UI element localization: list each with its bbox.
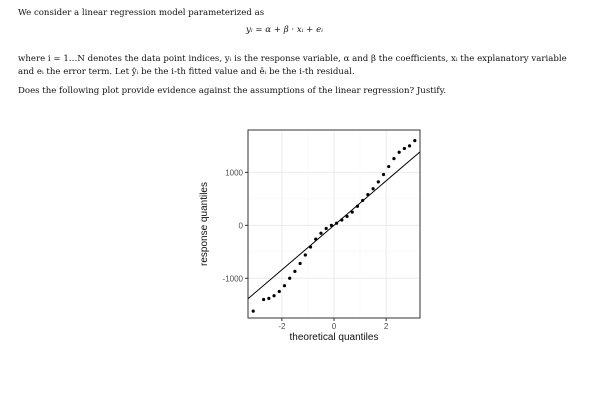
y-tick-label: 0	[238, 221, 243, 231]
data-point	[293, 270, 296, 273]
data-point	[361, 199, 364, 202]
qq-plot-svg	[190, 118, 430, 358]
x-tick-label: 2	[383, 322, 389, 331]
data-point	[319, 232, 322, 235]
data-point	[392, 157, 395, 160]
data-point	[356, 205, 359, 208]
data-point	[351, 210, 354, 213]
data-point	[345, 215, 348, 218]
y-axis-label: response quantiles	[199, 182, 210, 266]
qq-plot	[190, 118, 430, 358]
data-point	[299, 262, 302, 265]
data-point	[309, 245, 312, 248]
plot-background	[190, 118, 430, 358]
question-text: Does the following plot provide evidence against the assumptions of the linear regression? Justify.	[18, 86, 447, 96]
data-point	[340, 218, 343, 221]
data-point	[283, 284, 286, 287]
x-tick-label: 0	[331, 322, 337, 331]
intro-text: We consider a linear regression model parameterized as	[18, 8, 265, 18]
data-point	[366, 193, 369, 196]
data-point	[278, 290, 281, 293]
data-point	[398, 151, 401, 154]
x-tick-label: -2	[278, 322, 286, 331]
data-point	[382, 173, 385, 176]
data-point	[371, 187, 374, 190]
model-equation: yᵢ = α + β · xᵢ + eᵢ	[246, 25, 323, 35]
data-point	[272, 294, 275, 297]
y-tick-label: -1000	[222, 274, 243, 284]
data-point	[377, 180, 380, 183]
data-point	[387, 165, 390, 168]
data-point	[252, 310, 255, 313]
data-point	[325, 227, 328, 230]
data-point	[413, 139, 416, 142]
y-tick-label: 1000	[225, 168, 243, 178]
x-axis-label: theoretical quantiles	[289, 332, 379, 343]
data-point	[267, 297, 270, 300]
data-point	[314, 237, 317, 240]
data-point	[304, 253, 307, 256]
data-point	[403, 147, 406, 150]
data-point	[288, 277, 291, 280]
data-point	[330, 224, 333, 227]
data-point	[262, 298, 265, 301]
definitions-line-2: and eᵢ the error term. Let ŷᵢ be the i-th fitted value and êᵢ be the i-th residual.	[18, 67, 355, 77]
data-point	[408, 144, 411, 147]
definitions-line-1: where i = 1…N denotes the data point indices, yᵢ is the response variable, α and β the coefficients, xᵢ the explanatory variable	[18, 54, 567, 64]
data-point	[335, 222, 338, 225]
